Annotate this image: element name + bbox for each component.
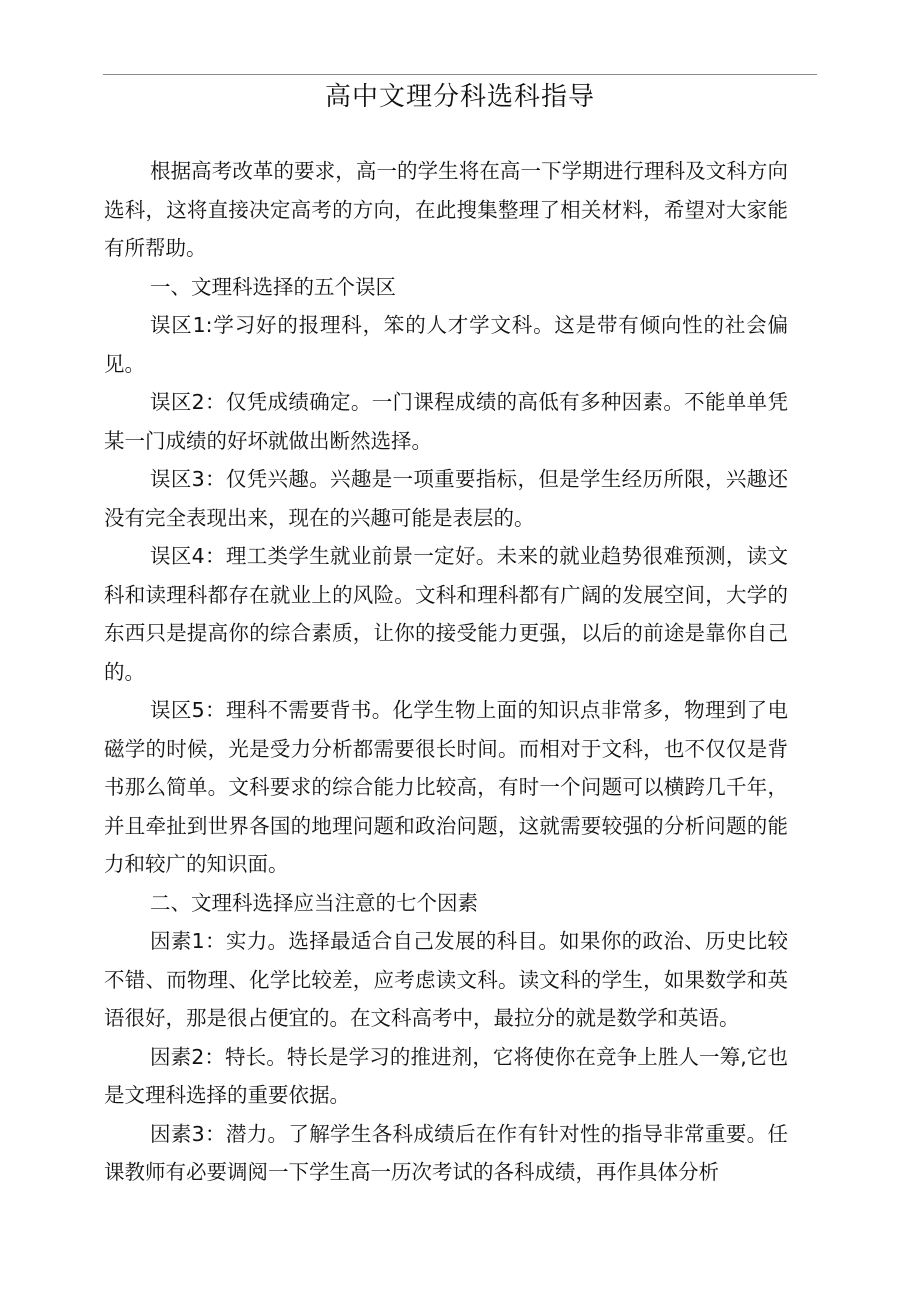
misconception-3: 误区3：仅凭兴趣。兴趣是一项重要指标，但是学生经历所限，兴趣还没有完全表现出来，现在的兴趣可能是表层的。	[104, 467, 788, 530]
misconception-1: 误区1:学习好的报理科，笨的人才学文科。这是带有倾向性的社会偏见。	[104, 313, 788, 376]
factor-1: 因素1：实力。选择最适合自己发展的科目。如果你的政治、历史比较不错、而物理、化学比较差，应考虑读文科。读文科的学生，如果数学和英语很好，那是很占便宜的。在文科高考中，最拉分的就是数学和英语。	[104, 929, 788, 1030]
document-title: 高中文理分科选科指导	[324, 82, 595, 112]
factor-3: 因素3：潜力。了解学生各科成绩后在作有针对性的指导非常重要。任课教师有必要调阅一下学生高一历次考试的各科成绩，再作具体分析	[104, 1121, 788, 1184]
section-heading-misconceptions: 一、文理科选择的五个误区	[150, 274, 396, 299]
section-heading-factors: 二、文理科选择应当注意的七个因素	[150, 890, 478, 915]
document-body	[104, 152, 788, 1192]
misconception-4: 误区4：理工类学生就业前景一定好。未来的就业趋势很难预测，读文科和读理科都存在就业上的风险。文科和理科都有广阔的发展空间，大学的东西只是提高你的综合素质，让你的接受能力更强，以后的前途是靠你自己的。	[104, 544, 788, 684]
header-rule	[103, 74, 817, 75]
misconception-2: 误区2：仅凭成绩确定。一门课程成绩的高低有多种因素。不能单单凭某一门成绩的好坏就做出断然选择。	[104, 390, 788, 453]
intro-paragraph: 根据高考改革的要求，高一的学生将在高一下学期进行理科及文科方向选科，这将直接决定高考的方向，在此搜集整理了相关材料，希望对大家能有所帮助。	[104, 159, 788, 260]
factor-2: 因素2：特长。特长是学习的推进剂，它将使你在竞争上胜人一筹,它也是文理科选择的重要依据。	[104, 1044, 788, 1107]
misconception-5: 误区5：理科不需要背书。化学生物上面的知识点非常多，物理到了电磁学的时候，光是受力分析都需要很长时间。而相对于文科，也不仅仅是背书那么简单。文科要求的综合能力比较高，有时一个问题可以横跨几千年，并且牵扯到世界各国的地理问题和政治问题，这就需要较强的分析问题的能力和较广的知识面。	[104, 698, 788, 876]
